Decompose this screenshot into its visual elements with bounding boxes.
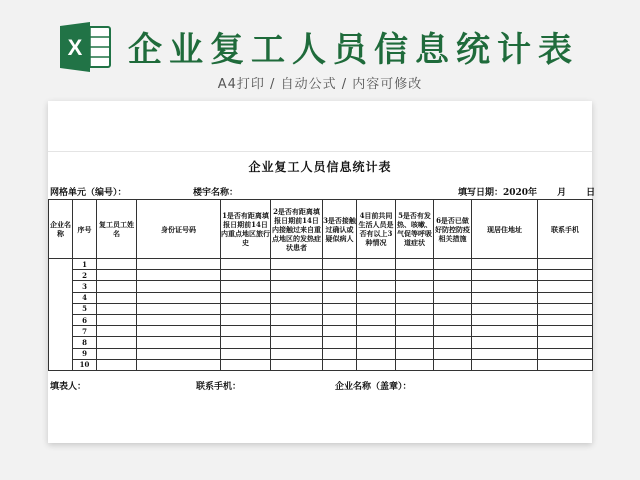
table-cell[interactable]	[271, 337, 323, 348]
table-cell[interactable]	[357, 348, 396, 359]
column-header[interactable]: 2是否有距离填报日期前14日内接触过来自重点地区的发热症状患者	[271, 200, 323, 259]
table-cell[interactable]	[97, 270, 137, 281]
table-cell[interactable]	[221, 303, 271, 314]
table-cell[interactable]	[97, 292, 137, 303]
table-cell[interactable]	[323, 348, 357, 359]
table-cell[interactable]	[357, 314, 396, 325]
table-cell[interactable]	[434, 281, 472, 292]
table-cell[interactable]	[434, 337, 472, 348]
table-cell[interactable]	[396, 281, 434, 292]
column-header[interactable]: 联系手机	[538, 200, 593, 259]
column-header[interactable]: 6是否已做好防控防疫相关措施	[434, 200, 472, 259]
row-number-cell[interactable]: 4	[73, 292, 97, 303]
table-cell[interactable]	[221, 314, 271, 325]
table-cell[interactable]	[472, 348, 538, 359]
table-cell[interactable]	[472, 303, 538, 314]
table-cell[interactable]	[396, 314, 434, 325]
table-cell[interactable]	[271, 292, 323, 303]
table-cell[interactable]	[137, 337, 221, 348]
table-cell[interactable]	[137, 314, 221, 325]
table-cell[interactable]	[221, 270, 271, 281]
table-cell[interactable]	[538, 359, 593, 370]
table-cell[interactable]	[271, 281, 323, 292]
table-cell[interactable]	[472, 314, 538, 325]
table-body	[49, 259, 593, 371]
table-cell[interactable]	[271, 259, 323, 270]
table-cell[interactable]	[396, 292, 434, 303]
fill-date-day: 日	[586, 188, 596, 198]
row-number-cell[interactable]: 8	[73, 337, 97, 348]
filler-label: 填表人：	[50, 382, 87, 392]
row-number-cell[interactable]: 6	[73, 314, 97, 325]
table-cell[interactable]	[357, 281, 396, 292]
table-row	[49, 348, 593, 359]
table-cell[interactable]	[538, 303, 593, 314]
table-cell[interactable]	[97, 303, 137, 314]
row-number-cell[interactable]: 9	[73, 348, 97, 359]
column-header[interactable]: 4目前共同生活人员是否有以上3种情况	[357, 200, 396, 259]
table-row	[49, 303, 593, 314]
table-cell[interactable]	[357, 303, 396, 314]
table-cell[interactable]	[357, 259, 396, 270]
table-row	[49, 281, 593, 292]
table-cell[interactable]	[323, 281, 357, 292]
table-cell[interactable]	[396, 303, 434, 314]
table-cell[interactable]	[323, 292, 357, 303]
row-number-cell[interactable]: 3	[73, 281, 97, 292]
header-banner	[0, 0, 640, 100]
company-name-cell[interactable]	[49, 259, 73, 371]
fill-date-label	[458, 185, 595, 198]
building-name-label: 楼宇名称：	[193, 188, 239, 198]
table-cell[interactable]	[271, 348, 323, 359]
table-cell[interactable]	[137, 326, 221, 337]
table-cell[interactable]	[538, 348, 593, 359]
table-cell[interactable]	[323, 303, 357, 314]
table-cell[interactable]	[323, 259, 357, 270]
contact-phone-label: 联系手机：	[196, 382, 242, 392]
table-cell[interactable]	[538, 326, 593, 337]
table-cell[interactable]	[538, 270, 593, 281]
table-cell[interactable]	[97, 337, 137, 348]
spreadsheet-sheet[interactable]	[48, 101, 596, 443]
table-cell[interactable]	[137, 292, 221, 303]
table-cell[interactable]	[434, 270, 472, 281]
table-cell[interactable]	[434, 292, 472, 303]
table-cell[interactable]	[472, 281, 538, 292]
table-cell[interactable]	[396, 337, 434, 348]
table-cell[interactable]	[221, 359, 271, 370]
table-cell[interactable]	[434, 326, 472, 337]
column-header[interactable]: 3是否接触过确认或疑似病人	[323, 200, 357, 259]
table-cell[interactable]	[434, 259, 472, 270]
company-seal-label: 企业名称（盖章）：	[335, 382, 412, 392]
table-cell[interactable]	[323, 326, 357, 337]
table-cell[interactable]	[396, 359, 434, 370]
table-cell[interactable]	[357, 292, 396, 303]
table-header-row	[49, 200, 593, 259]
table-cell[interactable]	[357, 270, 396, 281]
table-cell[interactable]	[396, 326, 434, 337]
grid-unit-label: 网格单元（编号）：	[50, 188, 127, 198]
table-cell[interactable]	[271, 359, 323, 370]
table-cell[interactable]	[137, 359, 221, 370]
column-header[interactable]: 1是否有距离填报日期前14日内重点地区旅行史	[221, 200, 271, 259]
table-cell[interactable]	[221, 281, 271, 292]
staff-info-table	[48, 199, 593, 371]
table-cell[interactable]	[396, 348, 434, 359]
table-cell[interactable]	[221, 259, 271, 270]
table-row	[49, 337, 593, 348]
column-header[interactable]: 现居住地址	[472, 200, 538, 259]
excel-icon	[60, 22, 112, 72]
table-cell[interactable]	[323, 314, 357, 325]
row-number-cell[interactable]: 7	[73, 326, 97, 337]
table-cell[interactable]	[538, 259, 593, 270]
table-cell[interactable]	[434, 359, 472, 370]
table-cell[interactable]	[271, 326, 323, 337]
column-header[interactable]: 企业名称	[49, 200, 73, 259]
logo-letter: X	[67, 35, 83, 60]
table-cell[interactable]	[472, 326, 538, 337]
table-cell[interactable]	[221, 337, 271, 348]
table-cell[interactable]	[538, 314, 593, 325]
table-cell[interactable]	[434, 314, 472, 325]
column-header[interactable]: 身份证号码	[137, 200, 221, 259]
table-cell[interactable]	[323, 359, 357, 370]
table-cell[interactable]	[97, 348, 137, 359]
table-cell[interactable]	[137, 259, 221, 270]
table-cell[interactable]	[97, 326, 137, 337]
table-cell[interactable]	[137, 303, 221, 314]
column-header[interactable]: 复工员工姓名	[97, 200, 137, 259]
table-cell[interactable]	[137, 281, 221, 292]
form-title: 企业复工人员信息统计表	[248, 160, 392, 174]
table-cell[interactable]	[323, 270, 357, 281]
table-cell[interactable]	[323, 337, 357, 348]
sheet-blank-area	[48, 101, 592, 152]
table-cell[interactable]	[97, 314, 137, 325]
table-cell[interactable]	[357, 337, 396, 348]
table-cell[interactable]	[221, 348, 271, 359]
table-cell[interactable]	[357, 326, 396, 337]
row-number-cell[interactable]: 10	[73, 359, 97, 370]
row-number-cell[interactable]: 5	[73, 303, 97, 314]
table-cell[interactable]	[221, 292, 271, 303]
table-cell[interactable]	[538, 281, 593, 292]
table-cell[interactable]	[357, 359, 396, 370]
column-header[interactable]: 序号	[73, 200, 97, 259]
table-cell[interactable]	[97, 359, 137, 370]
row-number-cell[interactable]: 1	[73, 259, 97, 270]
table-cell[interactable]	[472, 259, 538, 270]
page-subtitle: A4打印 / 自动公式 / 内容可修改	[217, 77, 423, 92]
table-row	[49, 270, 593, 281]
table-cell[interactable]	[137, 270, 221, 281]
table-row	[49, 326, 593, 337]
fill-date-year: 填写日期：2020年	[458, 188, 538, 198]
table-row	[49, 292, 593, 303]
fill-date-month: 月	[557, 188, 567, 198]
table-row	[49, 359, 593, 370]
table-cell[interactable]	[472, 270, 538, 281]
table-cell[interactable]	[137, 348, 221, 359]
table-cell[interactable]	[271, 314, 323, 325]
table-cell[interactable]	[271, 303, 323, 314]
table-cell[interactable]	[221, 326, 271, 337]
page-title: 企业复工人员信息统计表	[128, 30, 579, 70]
table-cell[interactable]	[538, 337, 593, 348]
table-cell[interactable]	[396, 270, 434, 281]
table-cell[interactable]	[434, 348, 472, 359]
table-cell[interactable]	[396, 259, 434, 270]
table-row	[49, 259, 593, 270]
table-cell[interactable]	[472, 337, 538, 348]
table-cell[interactable]	[472, 292, 538, 303]
table-cell[interactable]	[472, 359, 538, 370]
table-cell[interactable]	[97, 281, 137, 292]
table-cell[interactable]	[434, 303, 472, 314]
row-number-cell[interactable]: 2	[73, 270, 97, 281]
column-header[interactable]: 5是否有发热、咳嗽、气促等呼吸道症状	[396, 200, 434, 259]
table-cell[interactable]	[538, 292, 593, 303]
table-cell[interactable]	[271, 270, 323, 281]
table-row	[49, 314, 593, 325]
table-cell[interactable]	[97, 259, 137, 270]
